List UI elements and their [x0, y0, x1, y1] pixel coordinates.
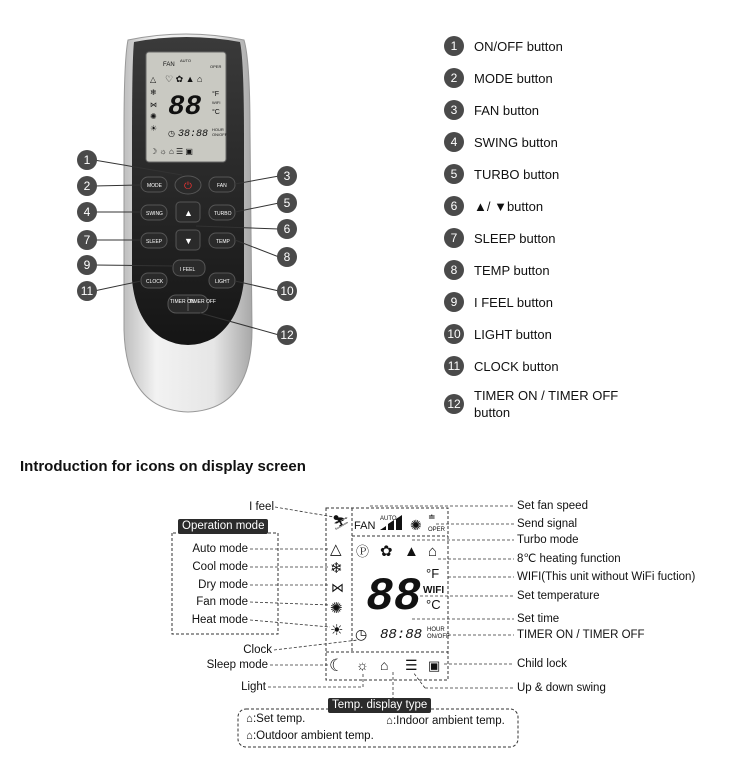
temp-type-indoor: [386, 715, 505, 728]
legend-number: 12: [444, 394, 464, 414]
remote-lcd-wifi: WIFI: [212, 100, 221, 105]
display-unit-c: °C: [426, 597, 441, 612]
svg-text:▲: ▲: [184, 208, 193, 218]
legend-label: FAN button: [474, 102, 540, 118]
remote-lcd-unit-c: °C: [212, 109, 220, 116]
label-i-feel: I feel: [249, 501, 274, 513]
label-light: Light: [241, 681, 266, 693]
display-time-digits: 88:88: [380, 627, 423, 643]
remote-lcd-time: 38:88: [178, 129, 209, 140]
lock-icon: ▣: [428, 658, 441, 673]
remote-lcd-unit-f: °F: [212, 91, 220, 98]
legend-item: [444, 388, 634, 420]
legend-label: ▲/ ▼button: [474, 198, 544, 214]
legend-number: 11: [444, 356, 464, 376]
svg-text:▼: ▼: [184, 236, 193, 246]
svg-text:1: 1: [83, 153, 91, 167]
svg-text:7: 7: [83, 233, 91, 247]
clock-icon: ◷: [355, 626, 368, 642]
ifeel-icon: ⛷: [332, 514, 350, 530]
svg-text:⋈: ⋈: [150, 102, 157, 109]
turbo-icon: ✺: [410, 517, 422, 533]
label-set-fan-speed: Set fan speed: [517, 500, 588, 512]
remote-lcd-temp: 88: [168, 92, 202, 123]
svg-text:⏻: ⏻: [184, 181, 192, 192]
tree-icon: ▲: [404, 543, 419, 560]
signal-icon: ≐: [428, 512, 436, 522]
display-hour-label: HOUR: [427, 627, 445, 633]
label-fan-mode: Fan mode: [196, 596, 248, 608]
svg-text:4: 4: [83, 205, 91, 219]
temp-type-set-label: :Set temp.: [252, 713, 306, 725]
label-cool-mode: Cool mode: [192, 561, 248, 573]
heat-mode-icon: ☀: [330, 622, 344, 639]
fahrenheit-heat-icon: Ⓟ: [356, 544, 370, 559]
remote-lcd-fan: FAN: [163, 62, 175, 68]
svg-text:12: 12: [280, 328, 294, 342]
swing-icon: ☰: [405, 657, 418, 673]
house-outdoor-icon: ⌂: [246, 730, 253, 742]
svg-text:SLEEP: SLEEP: [146, 239, 163, 245]
svg-text:☽ ☼ ⌂ ☰ ▣: ☽ ☼ ⌂ ☰ ▣: [150, 147, 193, 156]
legend-number: 8: [444, 260, 464, 280]
remote-lcd-onoff: ON/OFF: [212, 132, 228, 137]
svg-text:11: 11: [80, 284, 94, 298]
svg-text:SWING: SWING: [146, 211, 163, 217]
temp-display-badge: Temp. display type: [328, 698, 431, 713]
temp-house-icon: ⌂: [380, 657, 389, 673]
dry-mode-icon: ⋈: [331, 580, 344, 595]
legend-item: [444, 100, 539, 120]
legend-item: [444, 196, 543, 216]
svg-text:TIMER ON: TIMER ON: [170, 299, 195, 305]
legend-item: [444, 324, 552, 344]
label-wifi: WIFI(This unit without WiFi fuction): [517, 571, 696, 583]
auto-mode-icon: △: [330, 541, 342, 558]
operation-mode-badge: Operation mode: [178, 519, 268, 534]
legend-label: ON/OFF button: [474, 38, 563, 54]
fan-mode-icon: ✺: [330, 600, 343, 617]
label-heat-mode: Heat mode: [191, 614, 248, 626]
label-set-temperature: Set temperature: [517, 590, 600, 602]
svg-text:I FEEL: I FEEL: [180, 267, 196, 273]
display-onoff-label: ON/OFF: [427, 634, 450, 640]
legend-number: 10: [444, 324, 464, 344]
svg-text:✺: ✺: [150, 112, 157, 121]
legend-item: [444, 292, 553, 312]
legend-number: 3: [444, 100, 464, 120]
legend-label: TURBO button: [474, 166, 560, 182]
svg-text:TEMP: TEMP: [216, 239, 230, 245]
display-fan-label: FAN: [354, 520, 376, 532]
svg-text:3: 3: [283, 169, 291, 183]
legend-item: [444, 228, 555, 248]
remote-lcd-hour: HOUR: [212, 127, 224, 132]
svg-text:♡ ✿ ▲ ⌂: ♡ ✿ ▲ ⌂: [165, 74, 203, 84]
legend-label: CLOCK button: [474, 358, 559, 374]
label-dry-mode: Dry mode: [198, 579, 248, 591]
svg-text:TIMER OFF: TIMER OFF: [189, 299, 216, 305]
label-timer-on-off: TIMER ON / TIMER OFF: [517, 629, 645, 641]
display-oper-label: OPER: [428, 527, 446, 533]
temp-type-outdoor: [246, 730, 374, 743]
svg-text:◷: ◷: [168, 129, 175, 138]
svg-text:8: 8: [283, 250, 291, 264]
label-sleep-mode: Sleep mode: [206, 659, 268, 671]
temp-type-indoor-label: :Indoor ambient temp.: [392, 715, 505, 727]
remote-lcd-auto: AUTO: [180, 58, 192, 63]
house-icon: ⌂: [246, 713, 253, 725]
legend-label: SLEEP button: [474, 230, 556, 246]
label-child-lock: Child lock: [517, 658, 567, 670]
legend-number: 6: [444, 196, 464, 216]
svg-text:TURBO: TURBO: [214, 211, 232, 217]
legend-number: 7: [444, 228, 464, 248]
display-unit-f: °F: [426, 566, 440, 581]
svg-text:CLOCK: CLOCK: [146, 279, 164, 285]
fan-blade-icon: ✿: [380, 543, 393, 560]
legend-item: [444, 164, 559, 184]
label-up-down-swing: Up & down swing: [517, 682, 606, 694]
legend-number: 9: [444, 292, 464, 312]
display-auto-label: AUTO: [380, 516, 397, 522]
svg-text:☀: ☀: [150, 124, 158, 133]
house-heating-icon: ⌂: [428, 543, 438, 560]
legend-label: MODE button: [474, 70, 553, 86]
legend-item: [444, 132, 558, 152]
label-auto-mode: Auto mode: [192, 543, 248, 555]
legend-item: [444, 68, 553, 88]
label-clock: Clock: [243, 644, 272, 656]
cool-mode-icon: ❄: [330, 560, 343, 577]
legend-label: TEMP button: [474, 262, 550, 278]
legend-label: SWING button: [474, 134, 558, 150]
display-wifi-label: WIFI: [423, 585, 445, 596]
house-indoor-icon: ⌂: [386, 715, 393, 727]
legend-label: TIMER ON / TIMER OFF button: [474, 388, 619, 420]
legend-label: LIGHT button: [474, 326, 552, 342]
section-title: Introduction for icons on display screen: [20, 458, 306, 475]
svg-text:MODE: MODE: [147, 183, 162, 189]
label-set-time: Set time: [517, 613, 560, 625]
label-turbo-mode: Turbo mode: [517, 534, 579, 546]
sleep-icon: ☾: [329, 656, 345, 675]
legend-number: 2: [444, 68, 464, 88]
display-temp-digits: 88: [366, 571, 422, 623]
remote-lcd-oper: OPER: [210, 64, 222, 69]
label-send-signal: Send signal: [517, 518, 578, 530]
temp-type-outdoor-label: :Outdoor ambient temp.: [252, 730, 374, 742]
light-icon: ☼: [356, 657, 369, 673]
legend-number: 1: [444, 36, 464, 56]
temp-type-set: [246, 713, 305, 726]
svg-text:△: △: [150, 75, 157, 84]
legend-item: [444, 260, 550, 280]
svg-text:6: 6: [283, 222, 291, 236]
svg-text:FAN: FAN: [217, 183, 227, 189]
svg-text:LIGHT: LIGHT: [215, 279, 230, 285]
legend-number: 4: [444, 132, 464, 152]
svg-text:10: 10: [280, 284, 294, 298]
legend-item: [444, 36, 563, 56]
svg-text:5: 5: [283, 196, 291, 210]
svg-text:2: 2: [83, 179, 91, 193]
label-8c-heating: 8℃ heating function: [517, 553, 621, 565]
legend-number: 5: [444, 164, 464, 184]
svg-text:❄: ❄: [150, 88, 157, 97]
legend-item: [444, 356, 559, 376]
legend-label: I FEEL button: [474, 294, 554, 310]
svg-text:9: 9: [83, 258, 91, 272]
